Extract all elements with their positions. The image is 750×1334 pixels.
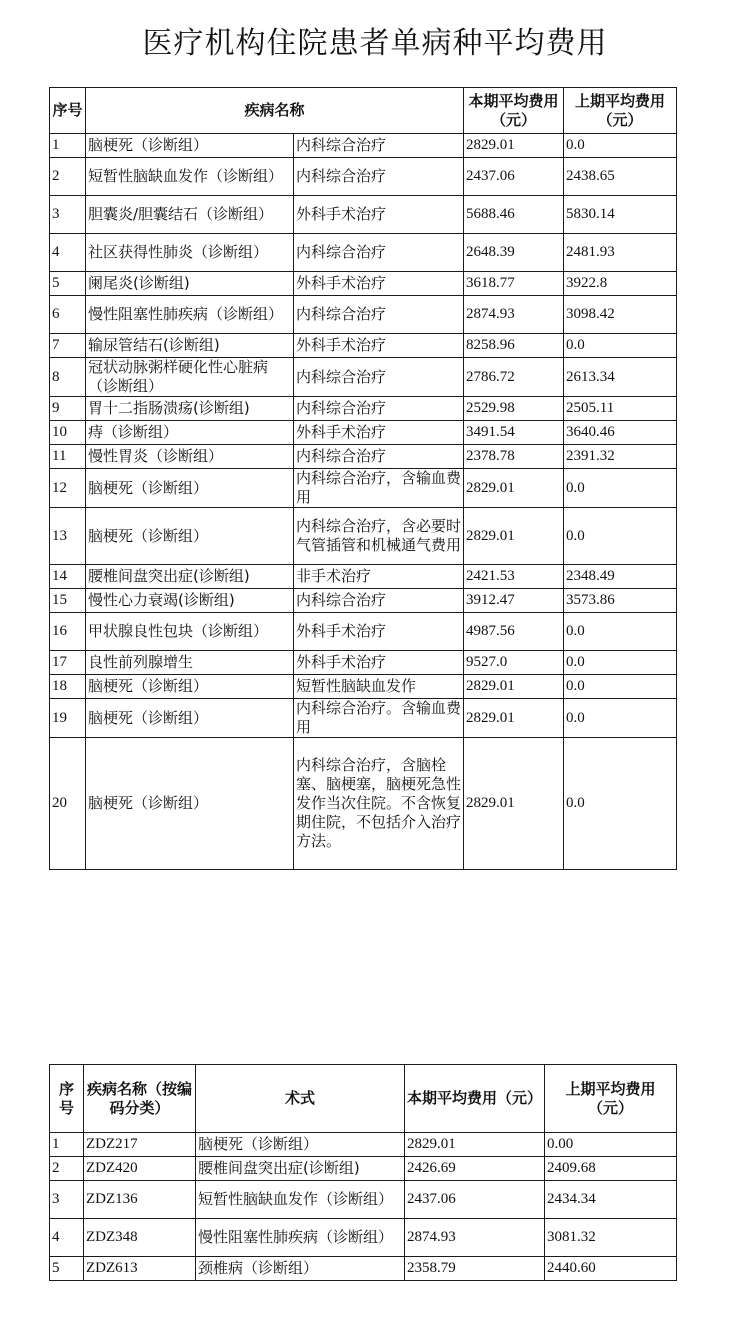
- table-row: [50, 196, 677, 234]
- row-current-cost: 2874.93: [405, 1219, 545, 1257]
- row-previous-cost: 0.0: [564, 134, 677, 158]
- row-disease-code: ZDZ613: [84, 1257, 196, 1281]
- row-disease-code: ZDZ136: [84, 1181, 196, 1219]
- table-row: [50, 589, 677, 613]
- row-treatment: 外科手术治疗: [294, 196, 464, 234]
- header-previous-cost: 上期平均费用（元）: [564, 88, 677, 134]
- row-procedure: 慢性阻塞性肺疾病（诊断组）: [196, 1219, 405, 1257]
- row-previous-cost: 2438.65: [564, 158, 677, 196]
- row-seq: 18: [50, 675, 86, 699]
- row-treatment: 内科综合治疗，含必要时气管插管和机械通气费用: [294, 508, 464, 565]
- row-current-cost: 2829.01: [464, 508, 564, 565]
- row-procedure: 短暂性脑缺血发作（诊断组）: [196, 1181, 405, 1219]
- row-seq: 6: [50, 296, 86, 334]
- row-disease: 慢性心力衰竭(诊断组): [86, 589, 294, 613]
- row-treatment: 外科手术治疗: [294, 334, 464, 358]
- table-row: [50, 272, 677, 296]
- table-row: [50, 508, 677, 565]
- row-seq: 3: [50, 1181, 84, 1219]
- table-row: [50, 445, 677, 469]
- row-disease: 脑梗死（诊断组）: [86, 508, 294, 565]
- row-treatment: 内科综合治疗: [294, 134, 464, 158]
- row-disease: 短暂性脑缺血发作（诊断组）: [86, 158, 294, 196]
- row-seq: 3: [50, 196, 86, 234]
- row-disease: 阑尾炎(诊断组): [86, 272, 294, 296]
- row-current-cost: 9527.0: [464, 651, 564, 675]
- row-current-cost: 2874.93: [464, 296, 564, 334]
- row-treatment: 内科综合治疗: [294, 158, 464, 196]
- row-seq: 11: [50, 445, 86, 469]
- row-previous-cost: 2348.49: [564, 565, 677, 589]
- row-treatment: 内科综合治疗: [294, 234, 464, 272]
- row-current-cost: 2786.72: [464, 358, 564, 397]
- row-current-cost: 5688.46: [464, 196, 564, 234]
- row-seq: 13: [50, 508, 86, 565]
- row-current-cost: 3618.77: [464, 272, 564, 296]
- row-procedure: 腰椎间盘突出症(诊断组): [196, 1157, 405, 1181]
- table-row: [50, 296, 677, 334]
- row-previous-cost: 5830.14: [564, 196, 677, 234]
- row-current-cost: 2426.69: [405, 1157, 545, 1181]
- row-current-cost: 2648.39: [464, 234, 564, 272]
- row-current-cost: 2829.01: [464, 738, 564, 870]
- row-current-cost: 2437.06: [405, 1181, 545, 1219]
- page-title: 医疗机构住院患者单病种平均费用: [142, 26, 608, 61]
- table-row: [50, 613, 677, 651]
- row-treatment: 外科手术治疗: [294, 421, 464, 445]
- row-disease: 慢性阻塞性肺疾病（诊断组）: [86, 296, 294, 334]
- table-row: [50, 358, 677, 397]
- table-row: [50, 397, 677, 421]
- row-treatment: 内科综合治疗: [294, 358, 464, 397]
- row-seq: 19: [50, 699, 86, 738]
- table-row: [50, 421, 677, 445]
- row-treatment: 内科综合治疗，含脑栓塞、脑梗塞，脑梗死急性发作当次住院。不含恢复期住院，不包括介入治疗方法。: [294, 738, 464, 870]
- row-seq: 2: [50, 1157, 84, 1181]
- table-row: [50, 469, 677, 508]
- row-previous-cost: 0.0: [564, 508, 677, 565]
- single-disease-cost-table: [49, 87, 677, 870]
- table-row: [50, 334, 677, 358]
- row-treatment: 非手术治疗: [294, 565, 464, 589]
- header-previous-cost: 上期平均费用（元）: [545, 1065, 677, 1133]
- row-current-cost: 3912.47: [464, 589, 564, 613]
- row-current-cost: 2829.01: [405, 1133, 545, 1157]
- table-row: [50, 1181, 677, 1219]
- row-treatment: 外科手术治疗: [294, 651, 464, 675]
- table-row: [50, 675, 677, 699]
- row-disease: 脑梗死（诊断组）: [86, 469, 294, 508]
- table-row: [50, 1133, 677, 1157]
- row-treatment: 内科综合治疗，含输血费用: [294, 469, 464, 508]
- row-previous-cost: 2613.34: [564, 358, 677, 397]
- row-disease: 输尿管结石(诊断组): [86, 334, 294, 358]
- row-seq: 4: [50, 1219, 84, 1257]
- row-disease: 脑梗死（诊断组）: [86, 675, 294, 699]
- row-current-cost: 2358.79: [405, 1257, 545, 1281]
- row-previous-cost: 3573.86: [564, 589, 677, 613]
- row-procedure: 脑梗死（诊断组）: [196, 1133, 405, 1157]
- row-current-cost: 2437.06: [464, 158, 564, 196]
- row-previous-cost: 0.0: [564, 675, 677, 699]
- table-header-row: [50, 88, 677, 134]
- row-previous-cost: 2481.93: [564, 234, 677, 272]
- header-seq: 序号: [50, 88, 86, 134]
- row-previous-cost: 0.0: [564, 334, 677, 358]
- row-previous-cost: 0.0: [564, 699, 677, 738]
- row-seq: 14: [50, 565, 86, 589]
- row-previous-cost: 2409.68: [545, 1157, 677, 1181]
- row-previous-cost: 2505.11: [564, 397, 677, 421]
- header-current-cost: 本期平均费用（元）: [464, 88, 564, 134]
- table-row: [50, 699, 677, 738]
- row-disease: 甲状腺良性包块（诊断组）: [86, 613, 294, 651]
- row-current-cost: 2529.98: [464, 397, 564, 421]
- row-disease: 脑梗死（诊断组）: [86, 738, 294, 870]
- row-seq: 9: [50, 397, 86, 421]
- row-disease: 痔（诊断组）: [86, 421, 294, 445]
- table-row: [50, 234, 677, 272]
- row-treatment: 外科手术治疗: [294, 272, 464, 296]
- row-previous-cost: 0.0: [564, 613, 677, 651]
- row-disease: 冠状动脉粥样硬化性心脏病（诊断组）: [86, 358, 294, 397]
- row-disease: 胆囊炎/胆囊结石（诊断组）: [86, 196, 294, 234]
- row-previous-cost: 2440.60: [545, 1257, 677, 1281]
- row-seq: 7: [50, 334, 86, 358]
- row-seq: 8: [50, 358, 86, 397]
- row-treatment: 外科手术治疗: [294, 613, 464, 651]
- row-current-cost: 2378.78: [464, 445, 564, 469]
- row-current-cost: 4987.56: [464, 613, 564, 651]
- row-procedure: 颈椎病（诊断组）: [196, 1257, 405, 1281]
- row-treatment: 内科综合治疗。含输血费用: [294, 699, 464, 738]
- row-disease: 脑梗死（诊断组）: [86, 699, 294, 738]
- header-seq: 序号: [50, 1065, 84, 1133]
- table-row: [50, 651, 677, 675]
- row-seq: 2: [50, 158, 86, 196]
- row-seq: 20: [50, 738, 86, 870]
- row-previous-cost: 0.00: [545, 1133, 677, 1157]
- row-seq: 10: [50, 421, 86, 445]
- row-previous-cost: 0.0: [564, 469, 677, 508]
- table-row: [50, 134, 677, 158]
- disease-code-cost-table: [49, 1064, 677, 1281]
- row-treatment: 内科综合治疗: [294, 589, 464, 613]
- header-disease: 疾病名称: [86, 88, 464, 134]
- row-previous-cost: 0.0: [564, 651, 677, 675]
- row-current-cost: 2829.01: [464, 699, 564, 738]
- row-disease: 良性前列腺增生: [86, 651, 294, 675]
- row-previous-cost: 2434.34: [545, 1181, 677, 1219]
- row-current-cost: 2421.53: [464, 565, 564, 589]
- table-header-row: [50, 1065, 677, 1133]
- row-seq: 5: [50, 272, 86, 296]
- row-previous-cost: 0.0: [564, 738, 677, 870]
- row-treatment: 内科综合治疗: [294, 445, 464, 469]
- row-disease: 胃十二指肠溃疡(诊断组): [86, 397, 294, 421]
- table-row: [50, 738, 677, 870]
- row-previous-cost: 3922.8: [564, 272, 677, 296]
- row-seq: 16: [50, 613, 86, 651]
- header-current-cost: 本期平均费用（元）: [405, 1065, 545, 1133]
- table-row: [50, 565, 677, 589]
- row-current-cost: 2829.01: [464, 469, 564, 508]
- row-seq: 4: [50, 234, 86, 272]
- row-disease-code: ZDZ420: [84, 1157, 196, 1181]
- row-previous-cost: 3081.32: [545, 1219, 677, 1257]
- row-disease-code: ZDZ217: [84, 1133, 196, 1157]
- row-disease: 腰椎间盘突出症(诊断组): [86, 565, 294, 589]
- row-seq: 1: [50, 134, 86, 158]
- row-previous-cost: 3640.46: [564, 421, 677, 445]
- row-treatment: 内科综合治疗: [294, 296, 464, 334]
- row-seq: 1: [50, 1133, 84, 1157]
- row-disease: 脑梗死（诊断组）: [86, 134, 294, 158]
- row-seq: 5: [50, 1257, 84, 1281]
- row-treatment: 短暂性脑缺血发作: [294, 675, 464, 699]
- row-disease: 社区获得性肺炎（诊断组）: [86, 234, 294, 272]
- row-current-cost: 2829.01: [464, 675, 564, 699]
- row-seq: 17: [50, 651, 86, 675]
- header-procedure: 术式: [196, 1065, 405, 1133]
- table-row: [50, 1257, 677, 1281]
- row-current-cost: 8258.96: [464, 334, 564, 358]
- row-seq: 12: [50, 469, 86, 508]
- row-previous-cost: 3098.42: [564, 296, 677, 334]
- table-row: [50, 1157, 677, 1181]
- table-row: [50, 1219, 677, 1257]
- row-current-cost: 3491.54: [464, 421, 564, 445]
- header-disease-code: 疾病名称（按编码分类）: [84, 1065, 196, 1133]
- row-current-cost: 2829.01: [464, 134, 564, 158]
- row-disease: 慢性胃炎（诊断组）: [86, 445, 294, 469]
- row-previous-cost: 2391.32: [564, 445, 677, 469]
- row-treatment: 内科综合治疗: [294, 397, 464, 421]
- table-row: [50, 158, 677, 196]
- row-seq: 15: [50, 589, 86, 613]
- row-disease-code: ZDZ348: [84, 1219, 196, 1257]
